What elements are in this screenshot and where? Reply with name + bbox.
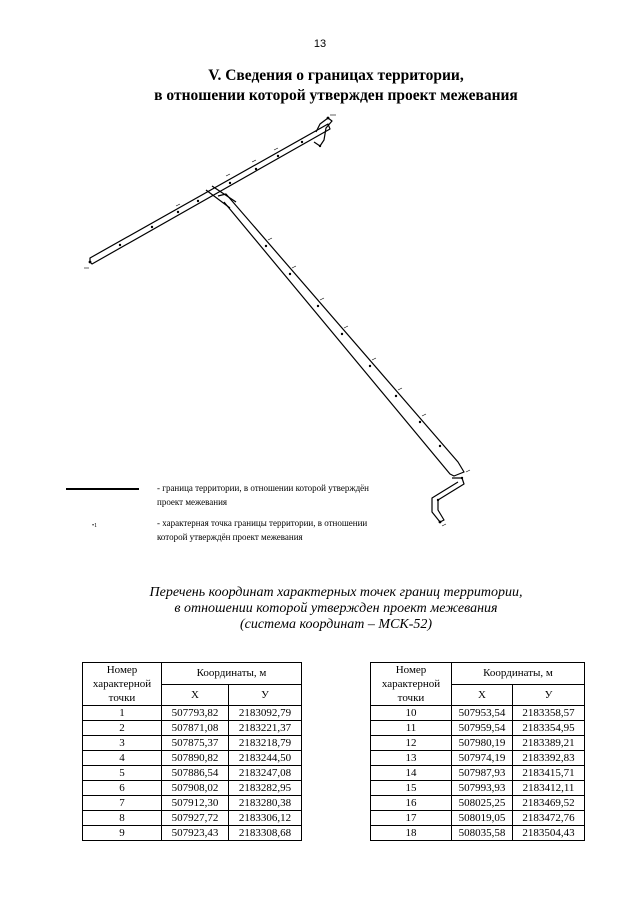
x-coordinate-cell: 507890,82: [162, 751, 229, 766]
y-coordinate-cell: 2183308,68: [229, 826, 302, 841]
point-number-cell: 1: [83, 706, 162, 721]
page-number: 13: [313, 38, 327, 50]
y-coordinate-cell: 2183389,21: [513, 736, 585, 751]
point-number-cell: 7: [83, 796, 162, 811]
x-coordinate-cell: 507886,54: [162, 766, 229, 781]
list-title-line-3: (система координат – МСК-52): [239, 617, 433, 632]
x-coordinate-cell: 507953,54: [452, 706, 513, 721]
coordinates-list-title: [0, 585, 640, 633]
boundary-arm-top: [314, 118, 332, 146]
table-row: [371, 766, 585, 781]
x-coordinate-cell: 508035,58: [452, 826, 513, 841]
header-y: У: [229, 684, 302, 706]
table-row: [371, 721, 585, 736]
table-row: [83, 736, 302, 751]
x-coordinate-cell: 507871,08: [162, 721, 229, 736]
x-coordinate-cell: 507980,19: [452, 736, 513, 751]
table-row: [371, 811, 585, 826]
point-number-cell: 11: [371, 721, 452, 736]
header-coordinates: Координаты, м: [452, 663, 585, 685]
point-number-cell: 15: [371, 781, 452, 796]
point-number-cell: 2: [83, 721, 162, 736]
table-row: [83, 721, 302, 736]
legend-point-text: [157, 516, 367, 544]
y-coordinate-cell: 2183472,76: [513, 811, 585, 826]
heading-line-1: V. Сведения о границах территории,: [208, 67, 464, 84]
boundary-arm-left: [90, 124, 330, 264]
header-coordinates: Координаты, м: [162, 663, 302, 685]
x-coordinate-cell: 508019,05: [452, 811, 513, 826]
point-number-cell: 3: [83, 736, 162, 751]
x-coordinate-cell: 507912,30: [162, 796, 229, 811]
x-coordinate-cell: 507875,37: [162, 736, 229, 751]
y-coordinate-cell: 2183282,95: [229, 781, 302, 796]
coordinates-table-right: [370, 662, 585, 841]
point-number-cell: 14: [371, 766, 452, 781]
y-coordinate-cell: 2183354,95: [513, 721, 585, 736]
header-point-number: Номер характерной точки: [371, 663, 452, 706]
point-number-cell: 16: [371, 796, 452, 811]
table-row: [371, 751, 585, 766]
header-point-number: Номер характерной точки: [83, 663, 162, 706]
y-coordinate-cell: 2183280,38: [229, 796, 302, 811]
table-row: [83, 751, 302, 766]
boundary-hook: [432, 478, 464, 522]
x-coordinate-cell: 507927,72: [162, 811, 229, 826]
y-coordinate-cell: 2183415,71: [513, 766, 585, 781]
table-row: [371, 796, 585, 811]
heading-line-2: в отношении которой утвержден проект межевания: [154, 87, 518, 104]
table-row: [83, 796, 302, 811]
point-number-cell: 18: [371, 826, 452, 841]
legend-boundary-line-2: проект межевания: [157, 497, 228, 507]
table-row: [83, 766, 302, 781]
table-row: [83, 706, 302, 721]
header-x: Х: [162, 684, 229, 706]
header-y: У: [513, 684, 585, 706]
table-row: [83, 811, 302, 826]
point-number-cell: 17: [371, 811, 452, 826]
y-coordinate-cell: 2183244,50: [229, 751, 302, 766]
x-coordinate-cell: 507908,02: [162, 781, 229, 796]
point-number-cell: 8: [83, 811, 162, 826]
legend-boundary-text: [157, 481, 369, 509]
x-coordinate-cell: 507987,93: [452, 766, 513, 781]
legend-point-line-1: - характерная точка границы территории, в отношении: [157, 518, 368, 528]
y-coordinate-cell: 2183504,43: [513, 826, 585, 841]
y-coordinate-cell: 2183358,57: [513, 706, 585, 721]
table-row: [371, 736, 585, 751]
point-number-cell: 13: [371, 751, 452, 766]
y-coordinate-cell: 2183247,08: [229, 766, 302, 781]
y-coordinate-cell: 2183306,12: [229, 811, 302, 826]
legend-point-line-2: которой утверждён проект межевания: [157, 532, 303, 542]
y-coordinate-cell: 2183221,37: [229, 721, 302, 736]
y-coordinate-cell: 2183218,79: [229, 736, 302, 751]
y-coordinate-cell: 2183469,52: [513, 796, 585, 811]
point-number-cell: 5: [83, 766, 162, 781]
list-title-line-2: в отношении которой утвержден проект межевания: [174, 601, 498, 616]
y-coordinate-cell: 2183392,83: [513, 751, 585, 766]
point-number-marks: [84, 115, 470, 526]
point-number-cell: 4: [83, 751, 162, 766]
table-row: [371, 781, 585, 796]
x-coordinate-cell: 508025,25: [452, 796, 513, 811]
legend-point-sample: •1: [92, 523, 98, 529]
list-title-line-1: Перечень координат характерных точек границ территории,: [149, 585, 523, 600]
table-row: [83, 826, 302, 841]
x-coordinate-cell: 507993,93: [452, 781, 513, 796]
legend-boundary-line-1: - граница территории, в отношении которой утверждён: [157, 483, 369, 493]
header-x: Х: [452, 684, 513, 706]
table-row: [83, 781, 302, 796]
table-row: [371, 826, 585, 841]
characteristic-points: [89, 117, 464, 524]
y-coordinate-cell: 2183092,79: [229, 706, 302, 721]
point-number-cell: 6: [83, 781, 162, 796]
section-heading: [0, 66, 640, 106]
x-coordinate-cell: 507959,54: [452, 721, 513, 736]
point-number-cell: 12: [371, 736, 452, 751]
legend-boundary-line-sample: [66, 488, 139, 490]
table-row: [371, 706, 585, 721]
y-coordinate-cell: 2183412,11: [513, 781, 585, 796]
coordinates-table-left: [82, 662, 302, 841]
x-coordinate-cell: 507923,43: [162, 826, 229, 841]
x-coordinate-cell: 507974,19: [452, 751, 513, 766]
point-number-cell: 10: [371, 706, 452, 721]
point-number-cell: 9: [83, 826, 162, 841]
boundary-arm-diagonal: [218, 194, 464, 476]
x-coordinate-cell: 507793,82: [162, 706, 229, 721]
boundary-scheme-map: [80, 112, 480, 532]
